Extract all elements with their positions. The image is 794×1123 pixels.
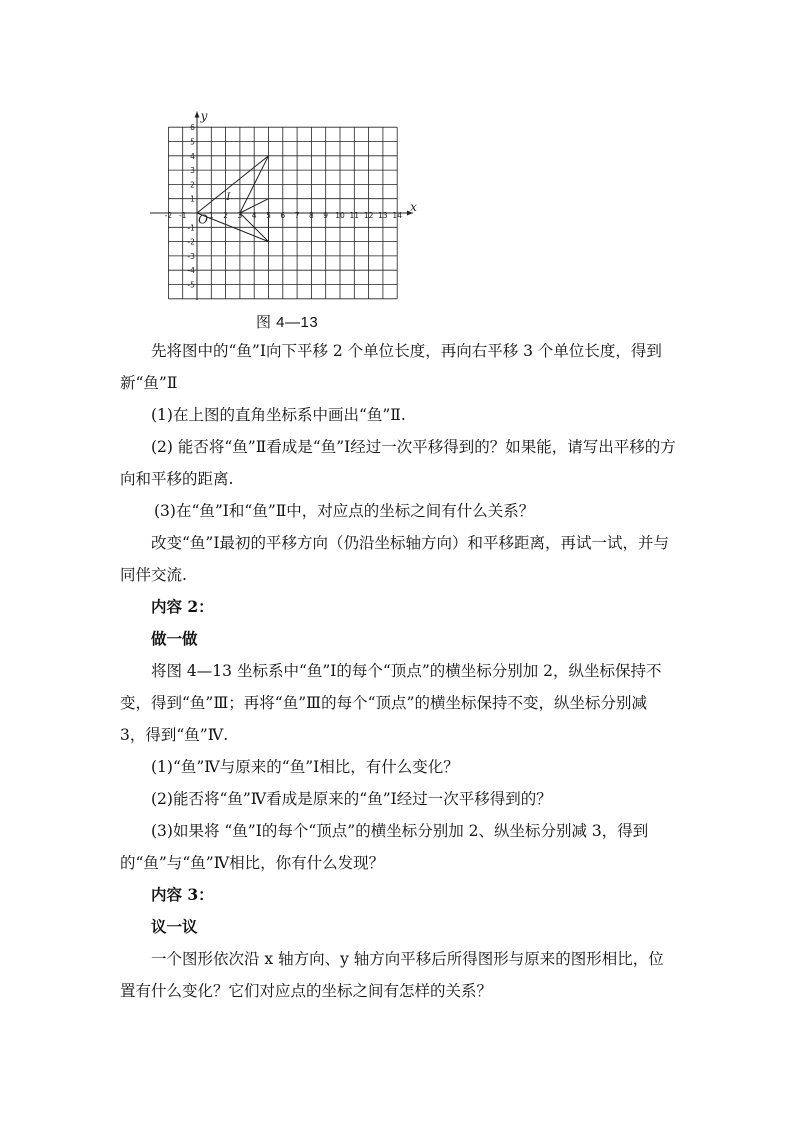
question-1: (1)在上图的直角坐标系中画出“鱼”Ⅱ. bbox=[151, 406, 406, 424]
coordinate-grid-svg bbox=[150, 100, 425, 300]
x-tick-label: 6 bbox=[280, 211, 286, 221]
section-heading-do-it: 做一做 bbox=[151, 629, 198, 648]
section-heading-content-3: 内容 3： bbox=[151, 885, 214, 904]
y-tick-label: 4 bbox=[190, 151, 195, 161]
coordinate-figure bbox=[150, 100, 425, 300]
section-heading-discuss: 议一议 bbox=[151, 917, 198, 936]
x-tick-label: 8 bbox=[309, 211, 314, 221]
x-tick-label: 14 bbox=[392, 211, 402, 221]
y-tick-label: -1 bbox=[187, 223, 195, 233]
y-tick-label: 2 bbox=[190, 180, 195, 190]
paragraph-try-again: 改变“鱼”Ⅰ最初的平移方向（仍沿坐标轴方向）和平移距离，再试一试，并与同伴交流. bbox=[120, 534, 669, 584]
x-tick-label: 11 bbox=[349, 211, 360, 221]
x-tick-label: -2 bbox=[164, 211, 173, 221]
figure-caption: 图 4—13 bbox=[256, 314, 319, 331]
paragraph-block-1 bbox=[120, 335, 676, 1007]
x-tick-label: 10 bbox=[335, 211, 345, 221]
y-tick-label: 1 bbox=[190, 194, 195, 204]
y-tick-label: -2 bbox=[187, 237, 195, 247]
question-fish-4-2: (2)能否将“鱼”Ⅳ看成是原来的“鱼”Ⅰ经过一次平移得到的？ bbox=[151, 790, 552, 808]
paragraph-fish-3-4: 将图 4—13 坐标系中“鱼”Ⅰ的每个“顶点”的横坐标分别加 2，纵坐标保持不变，得到“鱼”Ⅲ；再将“鱼”Ⅲ的每个“顶点”的横坐标保持不变，纵坐标分别减 3，得到“鱼”Ⅳ. bbox=[120, 662, 662, 744]
x-tick-label: -1 bbox=[178, 211, 187, 221]
section-heading-content-2: 内容 2： bbox=[151, 597, 214, 616]
x-tick-label: 7 bbox=[294, 211, 300, 221]
x-tick-label: 4 bbox=[251, 211, 257, 221]
y-tick-label: 5 bbox=[190, 137, 195, 147]
fish-label: I bbox=[226, 192, 231, 204]
question-3: (3)在“鱼”Ⅰ和“鱼”Ⅱ中，对应点的坐标之间有什么关系？ bbox=[154, 502, 535, 520]
y-tick-label: -3 bbox=[187, 251, 195, 261]
paragraph-discuss: 一个图形依次沿 x 轴方向、y 轴方向平移后所得图形与原来的图形相比，位置有什么变化？它们对应点的坐标之间有怎样的关系？ bbox=[120, 950, 664, 1000]
y-axis-arrow bbox=[195, 111, 200, 117]
paragraph-translate-fish: 先将图中的“鱼”Ⅰ向下平移 2 个单位长度，再向右平移 3 个单位长度，得到新“鱼”Ⅱ bbox=[120, 342, 662, 392]
x-tick-label: 3 bbox=[237, 211, 243, 221]
y-tick-label: -4 bbox=[187, 266, 195, 276]
x-tick-label: 1 bbox=[208, 211, 214, 221]
y-axis-label: y bbox=[200, 109, 208, 124]
y-tick-label: 6 bbox=[190, 123, 195, 133]
question-fish-4-1: (1)“鱼”Ⅳ与原来的“鱼”Ⅰ相比，有什么变化？ bbox=[151, 758, 459, 776]
question-2: (2) 能否将“鱼”Ⅱ看成是“鱼”Ⅰ经过一次平移得到的？如果能，请写出平移的方向和平移的距离. bbox=[120, 438, 676, 488]
x-tick-label: 13 bbox=[378, 211, 388, 221]
x-tick-label: 5 bbox=[266, 211, 271, 221]
x-tick-label: 12 bbox=[363, 211, 374, 221]
y-tick-label: -5 bbox=[187, 280, 195, 290]
x-tick-label: 2 bbox=[223, 211, 228, 221]
origin-label: O bbox=[198, 212, 208, 227]
x-axis-label: x bbox=[410, 199, 417, 214]
y-tick-label: 3 bbox=[190, 166, 195, 176]
question-fish-4-3: (3)如果将 “鱼”Ⅰ的每个“顶点”的横坐标分别加 2、纵坐标分别减 3，得到的“鱼”与“鱼”Ⅳ相比，你有什么发现？ bbox=[120, 822, 649, 872]
x-tick-label: 9 bbox=[323, 211, 329, 221]
